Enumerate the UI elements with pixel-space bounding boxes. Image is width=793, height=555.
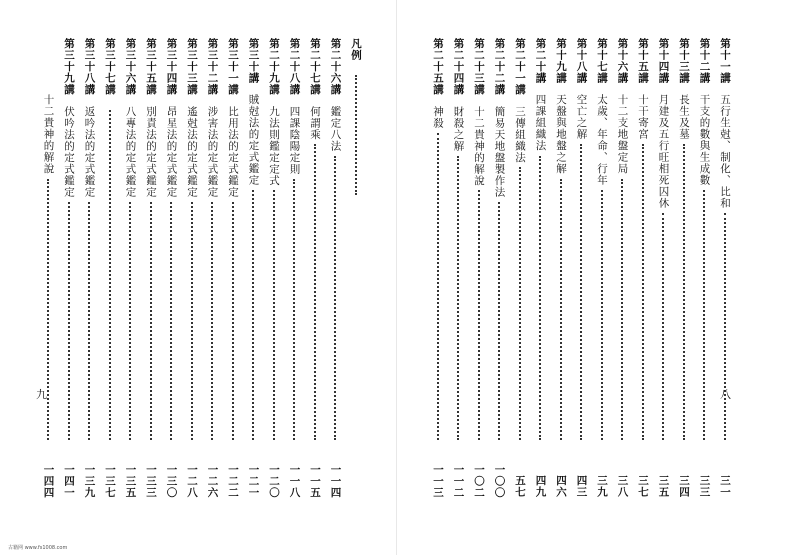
lecture-number: 第十六講 bbox=[616, 38, 629, 84]
entry-title: 十二支地盤定局 bbox=[616, 94, 629, 175]
right-page-number: 八 bbox=[720, 388, 731, 401]
dot-leader bbox=[601, 190, 603, 440]
dot-leader bbox=[560, 179, 562, 441]
lecture-number: 第十五講 bbox=[637, 38, 649, 84]
lecture-number: 第二十講 bbox=[534, 38, 547, 84]
dot-leader bbox=[703, 190, 705, 440]
lecture-number: 第三十四講 bbox=[165, 38, 178, 96]
page-reference: 一〇〇 bbox=[493, 463, 506, 498]
page-reference: 一三七 bbox=[104, 463, 116, 498]
entry-title: 遙尅法的定式鑑定 bbox=[186, 105, 198, 198]
toc-entry bbox=[38, 38, 59, 498]
dot-leader bbox=[273, 190, 275, 440]
lecture-number: 第十二講 bbox=[698, 38, 711, 84]
entry-title: 十二貴神的解說 bbox=[42, 94, 55, 175]
lecture-number: 第三十講 bbox=[247, 38, 260, 84]
lecture-number: 第三十八講 bbox=[83, 38, 96, 96]
toc-entry bbox=[592, 38, 613, 498]
lecture-number: 第二十八講 bbox=[288, 38, 301, 96]
lecture-number: 第二十五講 bbox=[432, 38, 444, 96]
toc-entry bbox=[79, 38, 100, 498]
page-reference: 三一 bbox=[719, 475, 731, 498]
entry-title: 伏吟法的定式鑑定 bbox=[63, 105, 75, 198]
toc-entry bbox=[571, 38, 592, 498]
toc-entry bbox=[489, 38, 510, 498]
entry-title: 十二貴神的解說 bbox=[473, 105, 485, 186]
toc-entry bbox=[284, 38, 305, 498]
dot-leader bbox=[642, 144, 644, 440]
toc-entry bbox=[100, 38, 121, 498]
entry-title: 三傳組織法 bbox=[514, 105, 526, 163]
toc-entry bbox=[346, 38, 367, 498]
entry-title: 空亡之解 bbox=[575, 94, 588, 140]
dot-leader bbox=[662, 213, 664, 440]
entry-title: 昂星法的定式鑑定 bbox=[165, 105, 178, 198]
dot-leader bbox=[150, 202, 152, 441]
page-reference: 一二〇 bbox=[268, 463, 280, 498]
dot-leader bbox=[437, 133, 439, 441]
toc-entry bbox=[325, 38, 346, 498]
toc-entry bbox=[182, 38, 203, 498]
entry-title: 干支的數與生成數 bbox=[698, 94, 711, 186]
lecture-number: 第三十三講 bbox=[186, 38, 198, 96]
dot-leader bbox=[129, 202, 131, 441]
page-reference: 一四一 bbox=[63, 463, 75, 498]
dot-leader bbox=[724, 213, 726, 440]
page-reference: 三九 bbox=[596, 475, 608, 498]
entry-title: 賊尅法的定式鑑定 bbox=[247, 94, 260, 186]
dot-leader bbox=[314, 144, 316, 440]
page-reference: 一〇二 bbox=[473, 463, 485, 498]
page-reference: 五七 bbox=[514, 475, 526, 498]
toc-entry bbox=[694, 38, 715, 498]
lecture-number: 第二十一講 bbox=[514, 38, 526, 96]
dot-leader bbox=[211, 202, 213, 441]
dot-leader bbox=[519, 167, 521, 440]
dot-leader bbox=[170, 202, 172, 441]
entry-title: 太歲、年命、行年 bbox=[596, 94, 608, 186]
toc-entry bbox=[448, 38, 469, 498]
page-reference: 三四 bbox=[678, 475, 690, 498]
dot-leader bbox=[68, 202, 70, 441]
entry-title: 九法則鑑定定式 bbox=[268, 105, 280, 186]
toc-entry bbox=[530, 38, 551, 498]
entry-title: 五行生尅、制化、比和 bbox=[719, 94, 731, 209]
lecture-number: 第二十九講 bbox=[268, 38, 280, 96]
lecture-number: 第二十三講 bbox=[473, 38, 485, 96]
dot-leader bbox=[457, 156, 459, 441]
lecture-number: 第二十二講 bbox=[493, 38, 506, 96]
lecture-number: 第三十七講 bbox=[104, 38, 116, 96]
page-reference: 一三三 bbox=[145, 463, 157, 498]
entry-title: 四課陰陽定則 bbox=[288, 105, 301, 175]
entry-title: 神殺 bbox=[432, 105, 444, 129]
toc-entry bbox=[202, 38, 223, 498]
lecture-number: 第三十五講 bbox=[145, 38, 157, 96]
toc-entry bbox=[59, 38, 80, 498]
right-toc-entries bbox=[432, 38, 735, 498]
page-reference: 三三 bbox=[698, 475, 711, 498]
page-reference: 一二六 bbox=[206, 463, 219, 498]
page-reference: 一三九 bbox=[83, 463, 96, 498]
page-reference: 一二一 bbox=[247, 463, 260, 498]
watermark-footer: 古籍网 www.fs1008.com bbox=[8, 545, 68, 551]
entry-title: 月建及五行旺相死囚休 bbox=[657, 94, 670, 209]
toc-entry bbox=[243, 38, 264, 498]
page-reference: 三七 bbox=[637, 475, 649, 498]
lecture-number: 第二十四講 bbox=[452, 38, 465, 96]
page-reference: 一一八 bbox=[288, 463, 301, 498]
entry-title: 簡易天地盤製作法 bbox=[493, 105, 506, 198]
dot-leader bbox=[191, 202, 193, 441]
page-reference: 一一二 bbox=[452, 463, 465, 498]
page-reference: 三八 bbox=[616, 475, 629, 498]
lecture-number: 第十四講 bbox=[657, 38, 670, 84]
lecture-number: 第二十七講 bbox=[309, 38, 321, 96]
toc-entry bbox=[612, 38, 633, 498]
dot-leader bbox=[252, 190, 254, 440]
dot-leader bbox=[621, 179, 623, 441]
entry-title: 比用法的定式鑑定 bbox=[227, 105, 239, 198]
lecture-number: 第十一講 bbox=[719, 38, 731, 84]
lecture-number: 第十三講 bbox=[678, 38, 690, 84]
dot-leader bbox=[88, 202, 90, 441]
lecture-number: 第十九講 bbox=[555, 38, 567, 84]
right-page bbox=[397, 0, 793, 555]
dot-leader bbox=[478, 190, 480, 440]
entry-title: 別責法的定式鑑定 bbox=[145, 105, 157, 198]
toc-entry bbox=[141, 38, 162, 498]
page-reference: 四九 bbox=[534, 475, 547, 498]
toc-entry bbox=[551, 38, 572, 498]
toc-entry bbox=[161, 38, 182, 498]
entry-title: 涉害法的定式鑑定 bbox=[206, 105, 219, 198]
entry-title: 返吟法的定式鑑定 bbox=[83, 105, 96, 198]
entry-title: 八專法的定式鑑定 bbox=[124, 105, 137, 198]
dot-leader bbox=[539, 156, 541, 441]
page-reference: 一一三 bbox=[432, 463, 444, 498]
page-reference: 一三〇 bbox=[165, 463, 178, 498]
toc-entry bbox=[715, 38, 736, 498]
toc-entry bbox=[428, 38, 449, 498]
page-reference: 一二二 bbox=[227, 463, 239, 498]
toc-entry bbox=[674, 38, 695, 498]
page-reference: 一一五 bbox=[309, 463, 321, 498]
lecture-number: 第十八講 bbox=[575, 38, 588, 84]
entry-title: 四課組織法 bbox=[534, 94, 547, 152]
lecture-number: 凡例 bbox=[350, 38, 362, 61]
entry-title: 長生及墓 bbox=[678, 94, 690, 140]
lecture-number: 第二十六講 bbox=[329, 38, 342, 96]
page-reference: 四三 bbox=[575, 475, 588, 498]
left-toc-entries bbox=[42, 38, 366, 498]
dot-leader bbox=[498, 202, 500, 441]
dot-leader bbox=[232, 202, 234, 441]
lecture-number: 第三十一講 bbox=[227, 38, 239, 96]
left-page-number: 九 bbox=[36, 388, 47, 401]
page-reference: 四六 bbox=[555, 475, 567, 498]
lecture-number: 第十七講 bbox=[596, 38, 608, 84]
toc-entry bbox=[469, 38, 490, 498]
entry-title: 何謂乘 bbox=[309, 105, 321, 140]
toc-entry bbox=[653, 38, 674, 498]
toc-entry bbox=[120, 38, 141, 498]
page-reference: 三五 bbox=[657, 475, 670, 498]
dot-leader bbox=[580, 144, 582, 440]
page-reference: 一三五 bbox=[124, 463, 137, 498]
toc-entry bbox=[264, 38, 285, 498]
entry-title: 鑑定八法 bbox=[329, 105, 342, 152]
toc-entry bbox=[510, 38, 531, 498]
entry-title: 天盤與地盤之解 bbox=[555, 94, 567, 175]
lecture-number: 第三十九講 bbox=[63, 38, 75, 96]
dot-leader bbox=[109, 110, 111, 441]
lecture-number: 第三十六講 bbox=[124, 38, 137, 96]
dot-leader bbox=[47, 179, 49, 441]
entry-title: 財殺之解 bbox=[452, 105, 465, 152]
dot-leader bbox=[293, 179, 295, 441]
toc-entry bbox=[305, 38, 326, 498]
entry-title: 十干寄宮 bbox=[637, 94, 649, 140]
page-reference: 一一四 bbox=[329, 463, 342, 498]
dot-leader bbox=[334, 156, 336, 441]
dot-leader bbox=[355, 75, 357, 195]
left-page bbox=[0, 0, 396, 555]
lecture-number: 第三十二講 bbox=[206, 38, 219, 96]
dot-leader bbox=[683, 144, 685, 440]
toc-entry bbox=[633, 38, 654, 498]
page-reference: 一四四 bbox=[42, 463, 55, 498]
toc-entry bbox=[223, 38, 244, 498]
page-reference: 一二八 bbox=[186, 463, 198, 498]
